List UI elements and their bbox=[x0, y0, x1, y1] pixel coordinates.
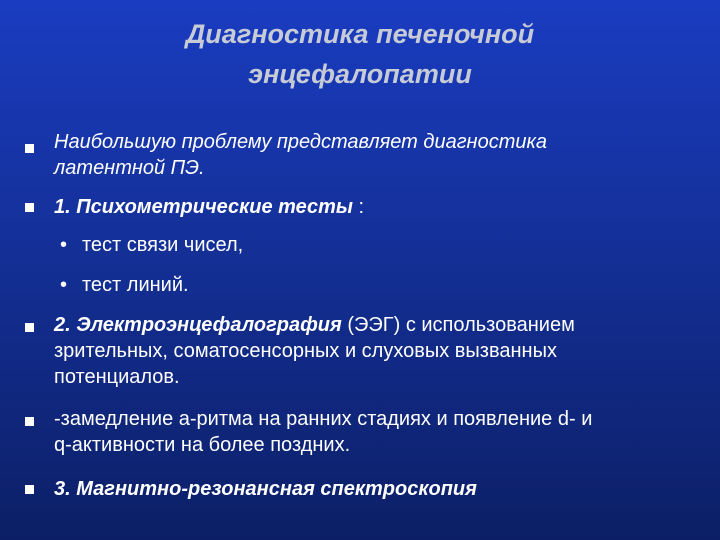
square-bullet-icon bbox=[25, 203, 34, 212]
round-bullet-icon: • bbox=[60, 274, 68, 296]
bullet-item-3-line-1 bbox=[54, 312, 704, 338]
square-bullet-icon bbox=[25, 485, 34, 494]
bullet-item-3-rest: (ЭЭГ) с использованием bbox=[341, 314, 575, 336]
slide-title-line-1: Диагностика печеночной bbox=[185, 19, 535, 49]
slide-title-line-2: энцефалопатии bbox=[248, 59, 472, 89]
bullet-item-2-rest: : bbox=[353, 196, 365, 218]
bullet-item-2-text bbox=[54, 194, 704, 220]
sub-item-2 bbox=[60, 272, 189, 298]
bullet-item-1-text bbox=[54, 129, 704, 181]
round-bullet-icon: • bbox=[60, 234, 68, 256]
bullet-item-3-line-3: потенциалов. bbox=[54, 366, 180, 388]
bullet-item-1-line-2: латентной ПЭ. bbox=[54, 157, 205, 179]
slide-title bbox=[0, 14, 720, 94]
square-bullet-icon bbox=[25, 144, 34, 153]
square-bullet-icon bbox=[25, 323, 34, 332]
bullet-item-5-text bbox=[54, 476, 704, 502]
bullet-item-5-heading: 3. Магнитно-резонансная спектроскопия bbox=[54, 478, 477, 500]
bullet-item-4-line-1: -замедление a-ритма на ранних стадиях и появление d- и bbox=[54, 408, 593, 430]
bullet-item-3-text bbox=[54, 312, 704, 390]
bullet-item-4-line-2: q-активности на более поздних. bbox=[54, 434, 351, 456]
square-bullet-icon bbox=[25, 417, 34, 426]
sub-item-1 bbox=[60, 232, 243, 258]
sub-item-2-text: тест линий. bbox=[82, 274, 189, 296]
bullet-item-3-heading: 2. Электроэнцефалография bbox=[54, 314, 342, 336]
bullet-item-3-line-2: зрительных, соматосенсорных и слуховых вызванных bbox=[54, 340, 557, 362]
sub-item-1-text: тест связи чисел, bbox=[82, 234, 244, 256]
bullet-item-4-text bbox=[54, 406, 704, 458]
bullet-item-2-heading: 1. Психометрические тесты bbox=[54, 196, 353, 218]
bullet-item-1-line-1: Наибольшую проблему представляет диагностика bbox=[54, 131, 548, 153]
